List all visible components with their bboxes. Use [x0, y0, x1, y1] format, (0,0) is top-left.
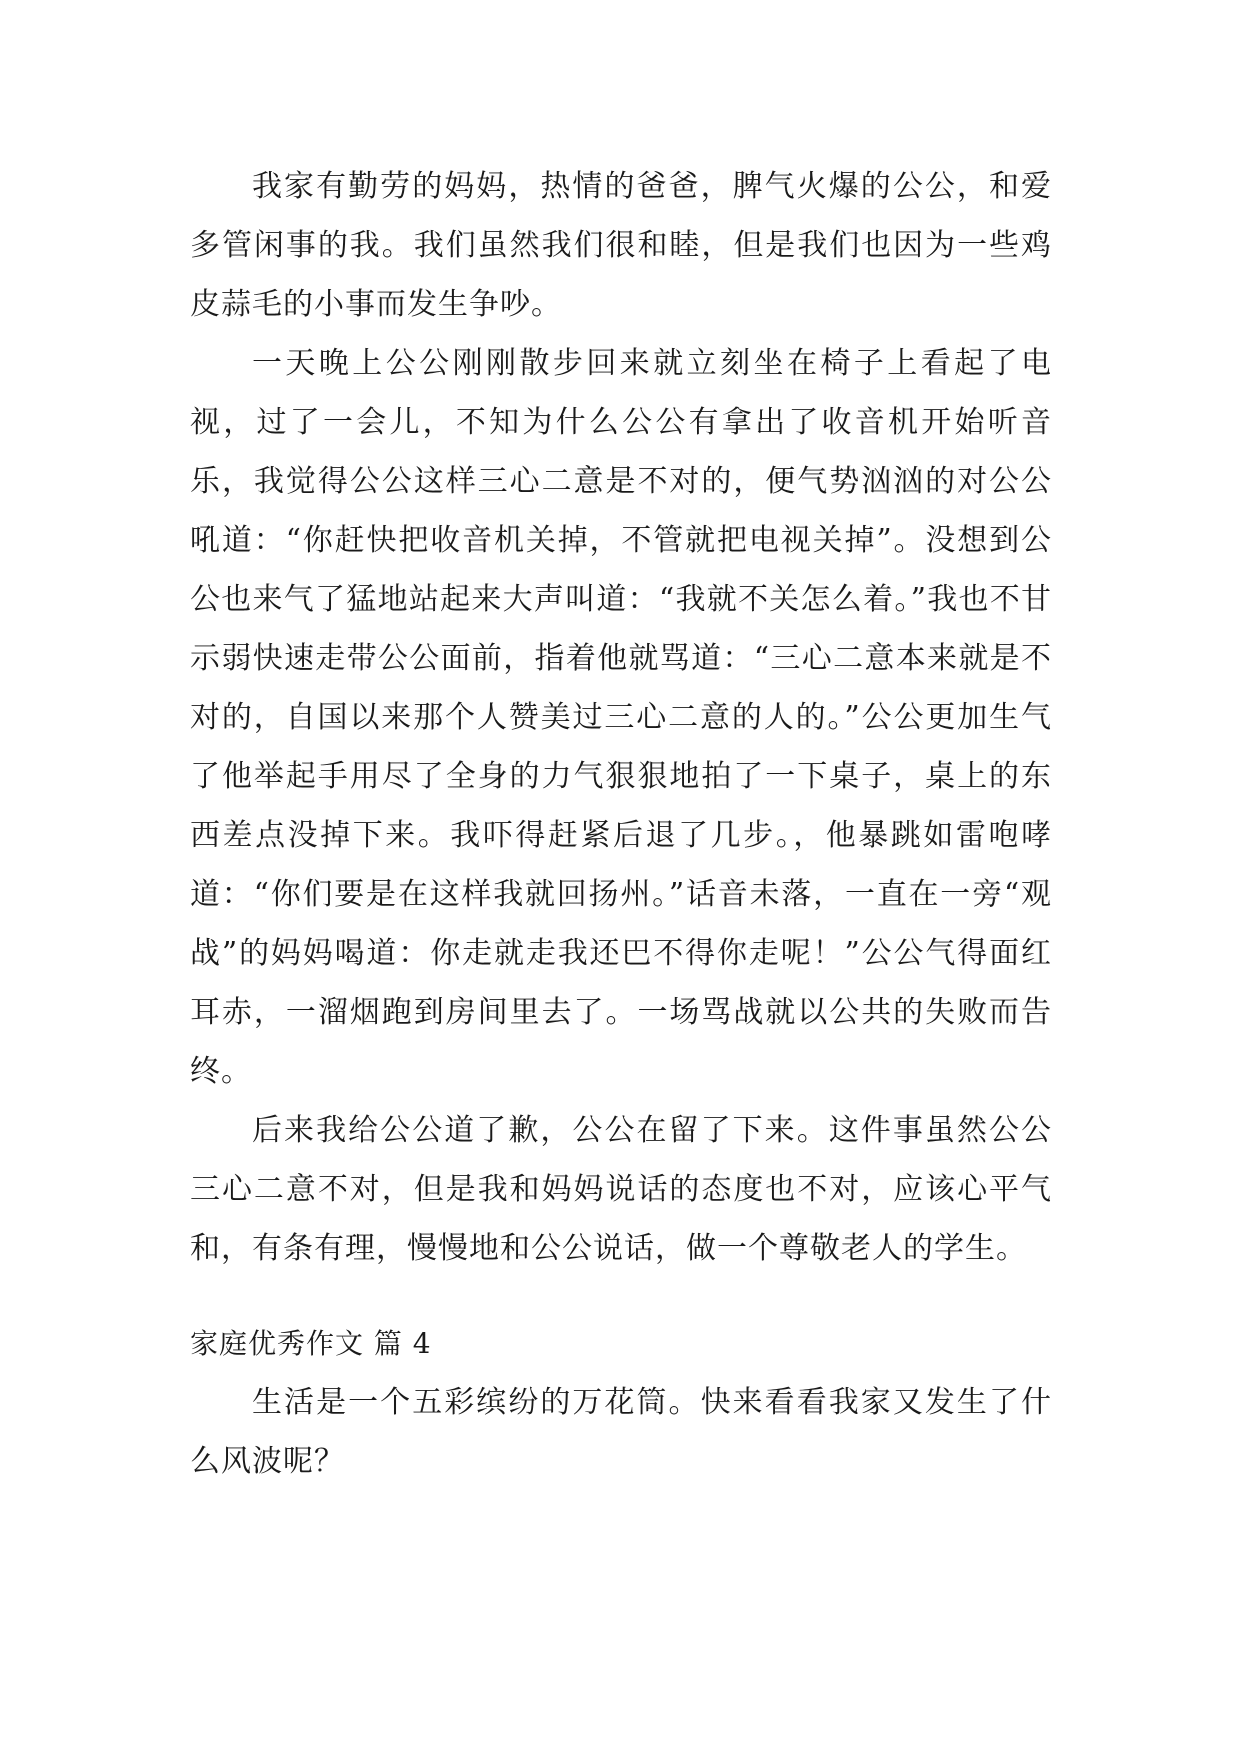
paragraph-quarrel-story: 一天晚上公公刚刚散步回来就立刻坐在椅子上看起了电视，过了一会儿，不知为什么公公有拿出了收音机开始听音乐，我觉得公公这样三心二意是不对的，便气势汹汹的对公公吼道：“你赶快把收音机关掉，不管就把电视关掉”。没想到公公也来气了猛地站起来大声叫道：“我就不关怎么着。”我也不甘示弱快速走带公公面前，指着他就骂道：“三心二意本来就是不对的，自国以来那个人赞美过三心二意的人的。”公公更加生气了他举起手用尽了全身的力气狠狠地拍了一下桌子，桌上的东西差点没掉下来。我吓得赶紧后退了几步。，他暴跳如雷咆哮道：“你们要是在这样我就回扬州。”话音未落，一直在一旁“观战”的妈妈喝道：你走就走我还巴不得你走呢！”公公气得面红耳赤，一溜烟跑到房间里去了。一场骂战就以公共的失败而告终。: [190, 346, 1052, 1089]
paragraph-section-4-intro: 生活是一个五彩缤纷的万花筒。快来看看我家又发生了什么风波呢？: [190, 1385, 1052, 1479]
section-heading: 家庭优秀作文 篇 4: [190, 1327, 432, 1360]
paragraph-family-intro: 我家有勤劳的妈妈，热情的爸爸，脾气火爆的公公，和爱多管闲事的我。我们虽然我们很和睦，但是我们也因为一些鸡皮蒜毛的小事而发生争吵。: [190, 169, 1052, 322]
paragraph-conclusion: 后来我给公公道了歉，公公在留了下来。这件事虽然公公三心二意不对，但是我和妈妈说话的态度也不对，应该心平气和，有条有理，慢慢地和公公说话，做一个尊敬老人的学生。: [190, 1113, 1052, 1266]
document-page: [190, 157, 1052, 1491]
